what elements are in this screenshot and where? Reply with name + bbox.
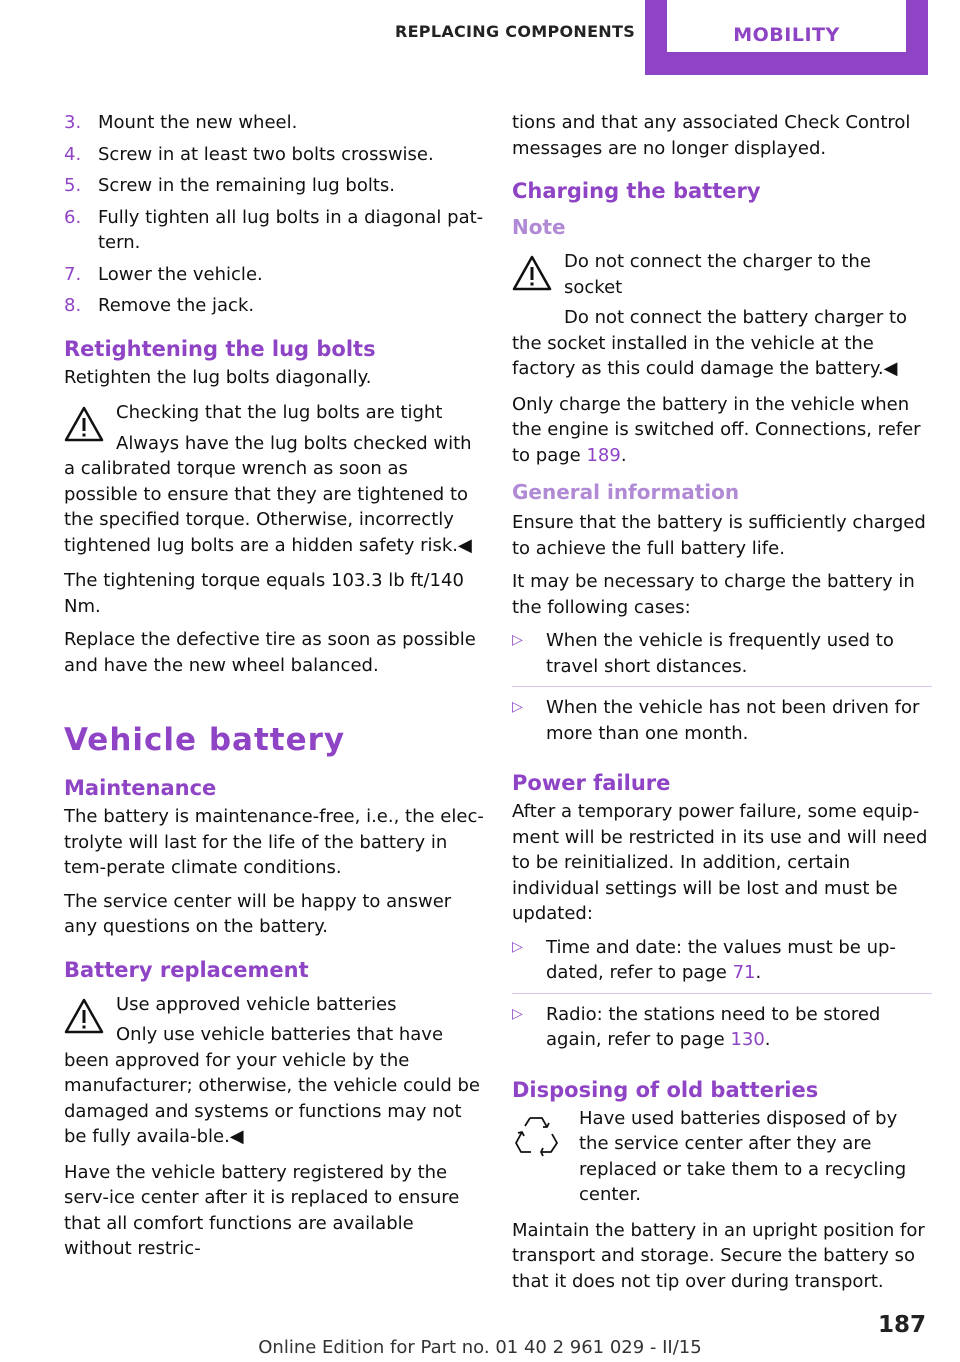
bullet-text: When the vehicle has not been driven for more than one month. xyxy=(546,697,920,744)
list-item: ▷ Radio: the stations need to be stored again, refer to page 130. xyxy=(512,1003,881,1050)
general-text-2: It may be necessary to charge the battery in the following cases: xyxy=(512,571,915,618)
header-tab-label: MOBILITY xyxy=(667,0,906,52)
bullet-text: When the vehicle is frequently used to travel short distances. xyxy=(546,630,894,677)
list-item xyxy=(64,293,484,319)
recycle-text: Have used batteries disposed of by the service center after they are replaced or take them to a recycling center. xyxy=(579,1107,907,1205)
step-text: Screw in at least two bolts crosswise. xyxy=(98,143,434,165)
power-text: After a temporary power failure, some equip‐ment will be restricted in its use and will need to be reinitialized. In addition, certain individual settings will be lost and must be updated: xyxy=(512,801,928,924)
replace-tire-text: Replace the defective tire as soon as possible and have the new wheel balanced. xyxy=(64,629,476,676)
bullet-triangle-icon: ▷ xyxy=(512,632,523,648)
general-bullets xyxy=(512,628,932,753)
general-heading: General information xyxy=(512,480,740,504)
list-item xyxy=(512,628,932,687)
footer-edition-text: Online Edition for Part no. 01 40 2 961 029 - II/15 xyxy=(258,1337,702,1358)
page-number: 187 xyxy=(877,1312,926,1338)
disposing-heading: Disposing of old batteries xyxy=(512,1077,819,1102)
bullet-triangle-icon: ▷ xyxy=(512,699,523,715)
maintenance-text: The battery is maintenance-free, i.e., the elec‐trolyte will last for the life of the battery in tem‐perate climate conditions. xyxy=(64,806,484,878)
list-item xyxy=(64,173,484,199)
header-section-title: REPLACING COMPONENTS xyxy=(394,22,636,41)
warning-icon xyxy=(64,406,104,442)
bullet-text: Time and date: the values must be up‐dated, refer to page xyxy=(546,936,896,983)
step-text: Screw in the remaining lug bolts. xyxy=(98,175,395,196)
page-link-130[interactable]: 130 xyxy=(730,1029,765,1050)
power-heading: Power failure xyxy=(512,771,671,795)
battery-heading: Vehicle battery xyxy=(64,722,346,758)
page-link-71[interactable]: 71 xyxy=(732,962,756,983)
warning-lug-bolts xyxy=(64,400,484,558)
warning-charger-socket xyxy=(512,249,932,382)
step-number: 8. xyxy=(64,295,82,316)
step-text: Lower the vehicle. xyxy=(98,263,263,285)
retighten-heading: Retightening the lug bolts xyxy=(64,336,376,361)
recycle-note xyxy=(512,1106,932,1208)
warning-body: Always have the lug bolts checked with a calibrated torque wrench as soon as possible to ensure that they are tightened to the specified torque. Otherwise, incorrectly tightened lug bolts are a hidden safety risk.◀ xyxy=(64,432,472,556)
replacement-heading: Battery replacement xyxy=(64,957,309,982)
recycle-icon xyxy=(512,1110,560,1158)
warning-title: Checking that the lug bolts are tight xyxy=(116,402,443,423)
page-link-189[interactable]: 189 xyxy=(586,444,621,466)
steps-list xyxy=(64,110,484,319)
warning-title: Use approved vehicle batteries xyxy=(116,993,397,1015)
left-column xyxy=(64,110,484,1270)
note-heading: Note xyxy=(512,215,566,239)
list-item xyxy=(64,142,484,168)
step-text: Mount the new wheel. xyxy=(98,112,298,133)
charging-heading: Charging the battery xyxy=(512,179,761,203)
list-item xyxy=(64,262,484,288)
step-number: 6. xyxy=(64,206,82,228)
warning-approved-batteries xyxy=(64,992,484,1150)
warning-body: Only use vehicle batteries that have been approved for your vehicle by the manufacturer; otherwise, the vehicle could be damaged and systems or functions may not be fully availa‐ble.◀ xyxy=(64,1024,481,1147)
torque-text: The tightening torque equals 103.3 lb ft/140 Nm. xyxy=(64,570,464,617)
disposing-text: Maintain the battery in an upright position for transport and storage. Secure the battery so that it does not tip over during transport. xyxy=(512,1219,925,1292)
charge-text-end: . xyxy=(620,444,627,466)
step-text: Fully tighten all lug bolts in a diagonal pat‐tern. xyxy=(98,206,484,253)
warning-icon xyxy=(64,998,104,1034)
list-item xyxy=(512,695,932,753)
bullet-triangle-icon: ▷ xyxy=(512,938,523,955)
step-text: Remove the jack. xyxy=(98,295,255,316)
header-tab[interactable] xyxy=(645,0,928,75)
bullet-text: Radio: the stations need to be stored again, refer to page xyxy=(546,1003,881,1050)
list-item: ▷ Time and date: the values must be up‐dated, refer to page 71. xyxy=(512,935,932,994)
list-item xyxy=(64,205,484,256)
step-number: 7. xyxy=(64,263,82,285)
charge-text-body: Only charge the battery in the vehicle when the engine is switched off. Connections, refer to page xyxy=(512,393,921,466)
general-text: Ensure that the battery is sufficiently charged to achieve the full battery life. xyxy=(512,512,926,559)
retighten-text: Retighten the lug bolts diagonally. xyxy=(64,366,372,388)
continued-text: tions and that any associated Check Control messages are no longer displayed. xyxy=(512,112,911,159)
warning-title: Do not connect the charger to the socket xyxy=(564,251,871,298)
warning-body: Do not connect the battery charger to the socket installed in the vehicle at the factory as this could damage the battery.◀ xyxy=(512,307,908,379)
register-text: Have the vehicle battery registered by the serv‐ice center after it is replaced to ensure that all comfort functions are available without restric‐ xyxy=(64,1161,460,1259)
list-item xyxy=(64,110,484,136)
step-number: 3. xyxy=(64,112,82,133)
warning-icon xyxy=(512,255,552,291)
maintenance-text-2: The service center will be happy to answer any questions on the battery. xyxy=(64,890,452,937)
charge-text xyxy=(512,392,932,469)
maintenance-heading: Maintenance xyxy=(64,776,217,800)
right-column xyxy=(512,110,932,1302)
power-bullets xyxy=(512,935,932,1060)
bullet-triangle-icon: ▷ xyxy=(512,1005,523,1022)
step-number: 4. xyxy=(64,143,82,165)
step-number: 5. xyxy=(64,175,82,196)
